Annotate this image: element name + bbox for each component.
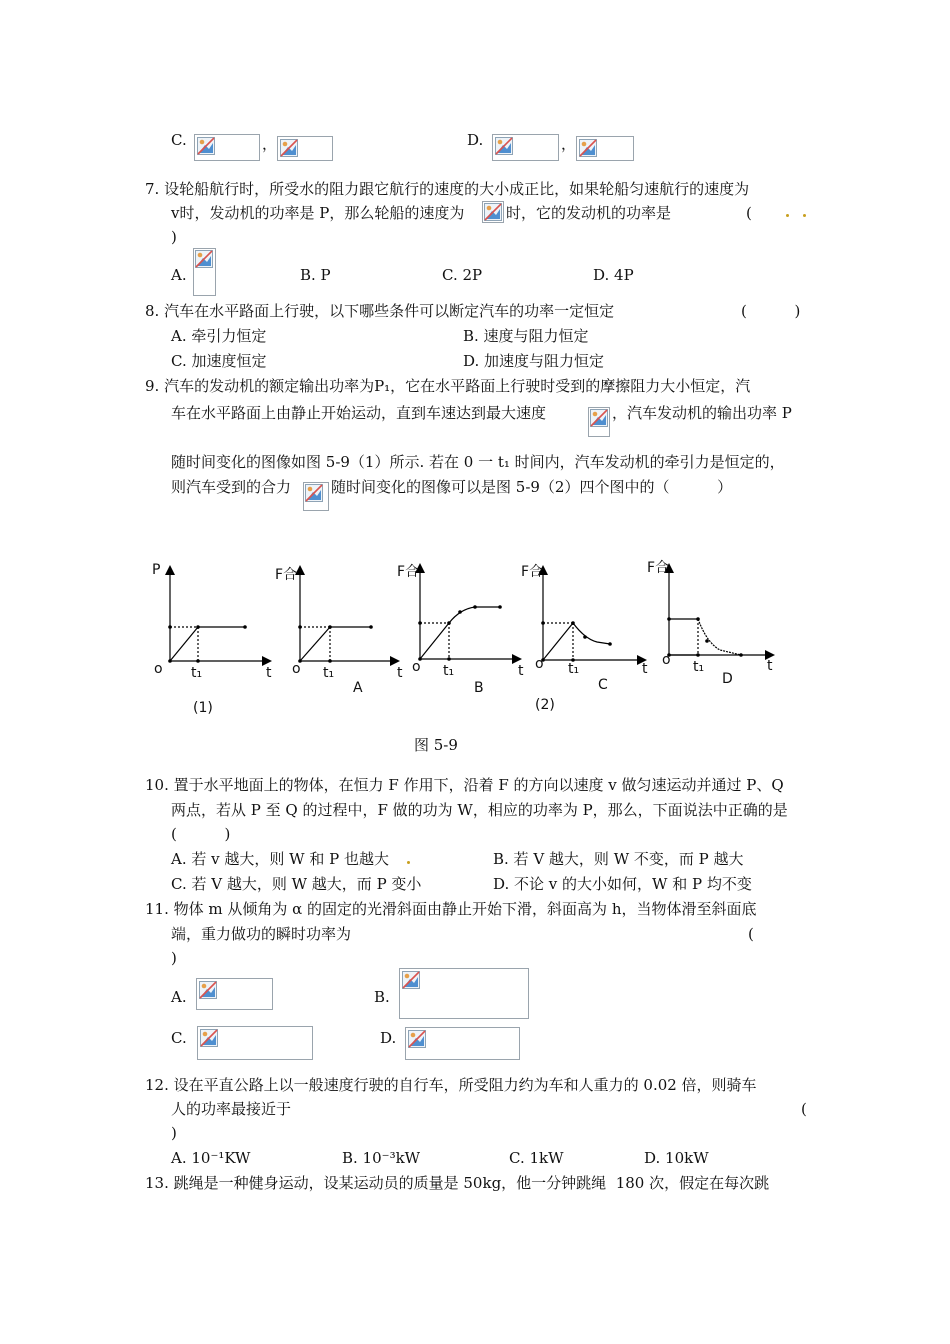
q11-option-a-label: A.	[171, 988, 187, 1006]
graph-p-t1: t₁	[191, 665, 203, 681]
graph-b-t1: t₁	[443, 663, 455, 679]
q8-option-a: A. 牵引力恒定	[171, 327, 267, 345]
graph-a-t: t	[397, 665, 403, 681]
graph-c-y-label: F合	[521, 564, 544, 580]
q9-stem-line4a: 则汽车受到的合力	[171, 478, 292, 496]
broken-image-icon	[484, 203, 502, 221]
graph-a-y-label: F合	[275, 567, 298, 583]
graph-p-origin: o	[154, 661, 163, 677]
q7-bracket-open: (	[746, 204, 752, 222]
q11-stem-line1: 11. 物体 m 从倾角为 α 的固定的光滑斜面由静止开始下滑，斜面高为 h，当物体滑至斜面底	[145, 900, 757, 918]
q9-stem-line4b: 随时间变化的图像可以是图 5-9（2）四个图中的（ ）	[331, 478, 733, 496]
q10-option-d: D. 不论 v 的大小如何，W 和 P 均不变	[493, 875, 752, 893]
graph-c-t1: t₁	[568, 661, 580, 677]
q8-option-d: D. 加速度与阻力恒定	[463, 352, 605, 370]
formula-image	[405, 1027, 520, 1060]
graph-b-t: t	[518, 663, 524, 679]
q10-bracket: ( )	[171, 825, 231, 843]
broken-image-icon	[200, 1029, 218, 1047]
formula-image	[399, 968, 529, 1019]
broken-image-icon	[199, 981, 217, 999]
graph-b-origin: o	[412, 659, 421, 675]
broken-image-icon	[495, 137, 513, 155]
q12-stem-line2: 人的功率最接近于	[171, 1100, 292, 1118]
q12-bracket-open: (	[801, 1100, 807, 1118]
scan-speck	[786, 214, 789, 217]
formula-image	[197, 1026, 313, 1060]
formula-image	[196, 978, 273, 1010]
broken-image-icon	[197, 137, 215, 155]
q12-option-d: D. 10kW	[644, 1149, 709, 1167]
graph-b-y-label: F合	[397, 564, 420, 580]
graph-d-t: t	[767, 658, 773, 674]
q8-bracket: ( )	[741, 302, 801, 320]
broken-image-icon	[280, 139, 298, 157]
q12-option-c: C. 1kW	[509, 1149, 564, 1167]
graph-c-origin: o	[535, 656, 544, 672]
formula-image	[277, 136, 333, 161]
q11-option-c-label: C.	[171, 1029, 187, 1047]
q6-separator: ，	[262, 135, 278, 153]
formula-image	[588, 407, 610, 437]
graph-b	[420, 565, 520, 659]
broken-image-icon	[408, 1030, 426, 1048]
graph-d	[669, 565, 773, 655]
q12-stem-line1: 12. 设在平直公路上以一般速度行驶的自行车，所受阻力约为车和人重力的 0.02 倍，则骑车	[145, 1076, 757, 1094]
graph-p-sub: (1)	[193, 700, 213, 716]
scan-speck	[407, 861, 410, 864]
graph-p-t: t	[266, 665, 272, 681]
q7-option-d: D. 4P	[593, 266, 634, 284]
q8-stem: 8. 汽车在水平路面上行驶，以下哪些条件可以断定汽车的功率一定恒定	[145, 302, 615, 320]
q12-bracket-close: )	[171, 1124, 177, 1142]
q7-stem-line2a: v时，发动机的功率是 P，那么轮船的速度为	[171, 204, 465, 222]
q9-stem-line2a: 车在水平路面上由静止开始运动，直到车速达到最大速度	[171, 404, 547, 422]
graph-d-t1: t₁	[693, 659, 705, 675]
q11-stem-line2: 端，重力做功的瞬时功率为	[171, 925, 352, 943]
q12-option-b: B. 10⁻³kW	[342, 1149, 421, 1167]
broken-image-icon	[305, 484, 323, 502]
q7-option-c: C. 2P	[442, 266, 483, 284]
formula-image	[194, 134, 260, 161]
broken-image-icon	[402, 971, 420, 989]
q8-option-c: C. 加速度恒定	[171, 352, 267, 370]
graph-d-letter: D	[722, 671, 733, 687]
figure-caption: 图 5-9	[414, 736, 458, 754]
broken-image-icon	[590, 409, 608, 427]
q10-option-c: C. 若 V 越大，则 W 越大，而 P 变小	[171, 875, 422, 893]
graph-d-origin: o	[662, 652, 671, 668]
q10-option-b: B. 若 V 越大，则 W 不变，而 P 越大	[493, 850, 744, 868]
q11-bracket-close: )	[171, 949, 177, 967]
graph-a-t1: t₁	[323, 665, 335, 681]
graph-b-letter: B	[474, 680, 484, 696]
q7-stem-line2b: 时，它的发动机的功率是	[506, 204, 672, 222]
graph-a	[300, 567, 398, 661]
formula-image	[193, 248, 216, 296]
graph-c-t: t	[642, 661, 648, 677]
broken-image-icon	[195, 250, 213, 268]
graph-a-origin: o	[292, 661, 301, 677]
q10-stem-line2: 两点，若从 P 至 Q 的过程中，F 做的功为 W，相应的功率为 P，那么，下面说法中正确的是	[171, 801, 788, 819]
q11-bracket-open: (	[748, 925, 754, 943]
q7-stem-line1: 7. 设轮船航行时，所受水的阻力跟它航行的速度的大小成正比，如果轮船匀速航行的速度为	[145, 180, 750, 198]
q8-option-b: B. 速度与阻力恒定	[463, 327, 589, 345]
q13-stem-line1: 13. 跳绳是一种健身运动，设某运动员的质量是 50kg，他一分钟跳绳 180 次，假定在每次跳	[145, 1174, 770, 1192]
q12-option-a: A. 10⁻¹KW	[171, 1149, 251, 1167]
q7-option-a: A.	[171, 266, 187, 284]
scan-speck	[803, 214, 806, 217]
formula-image	[303, 482, 329, 511]
q10-option-a: A. 若 v 越大，则 W 和 P 也越大	[171, 850, 389, 868]
graph-c-letter: C	[598, 677, 608, 693]
figure-5-9	[145, 555, 795, 730]
q7-option-b: B. P	[300, 266, 331, 284]
graph-p	[170, 567, 270, 661]
q6-separator: ，	[561, 135, 577, 153]
q9-stem-line1: 9. 汽车的发动机的额定输出功率为P₁，它在水平路面上行驶时受到的摩擦阻力大小恒定，汽	[145, 377, 751, 395]
q11-option-b-label: B.	[374, 988, 390, 1006]
q11-option-d-label: D.	[380, 1029, 397, 1047]
formula-image	[482, 201, 504, 223]
formula-image	[492, 134, 559, 161]
graph-c	[543, 567, 645, 660]
graph-d-y-label: F合	[647, 560, 670, 576]
graph-c-sub: (2)	[535, 697, 555, 713]
q6-option-c-label: C.	[171, 131, 187, 149]
q9-stem-line2b: ，汽车发动机的输出功率 P	[612, 404, 792, 422]
broken-image-icon	[579, 139, 597, 157]
graph-a-letter: A	[353, 680, 363, 696]
formula-image	[576, 136, 634, 161]
q7-bracket-close: )	[171, 228, 177, 246]
q6-option-d-label: D.	[467, 131, 484, 149]
q9-stem-line3: 随时间变化的图像如图 5-9（1）所示. 若在 0 一 t₁ 时间内，汽车发动机的牵引力是恒定的，	[171, 453, 785, 471]
graph-p-y-label: P	[152, 562, 161, 578]
q10-stem-line1: 10. 置于水平地面上的物体，在恒力 F 作用下，沿着 F 的方向以速度 v 做匀速运动并通过 P、Q	[145, 776, 784, 794]
